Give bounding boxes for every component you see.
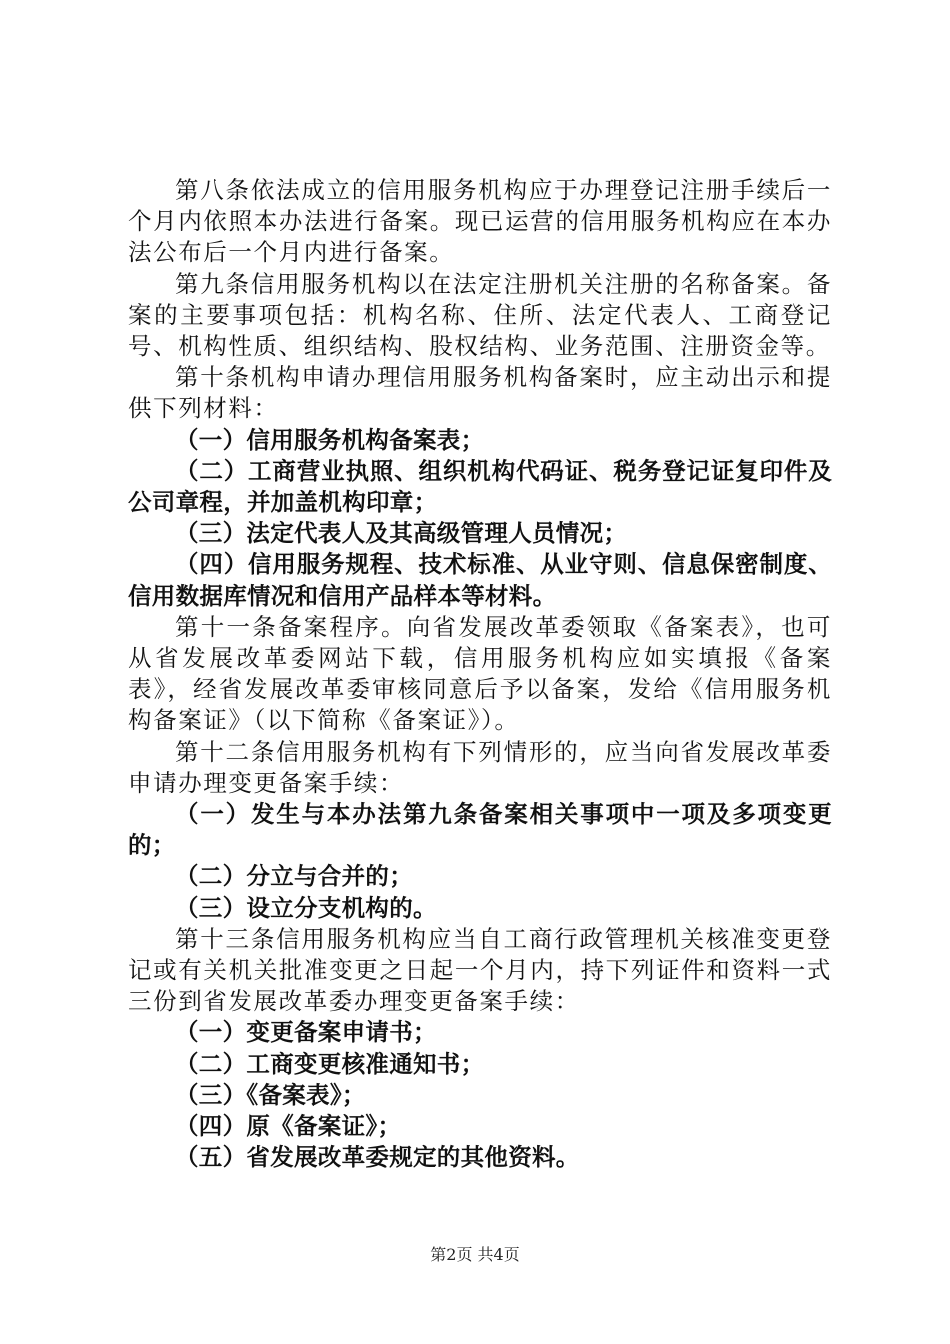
list-item-article-13-2: （二）工商变更核准通知书； (175, 1049, 485, 1078)
list-item-article-12-3: （三）设立分支机构的。 (175, 893, 437, 922)
list-item-article-10-1: （一）信用服务机构备案表； (175, 425, 485, 454)
document-body (128, 175, 832, 1174)
list-item-article-13-1: （一）变更备案申请书； (175, 1018, 437, 1047)
list-item-article-10-2: （二）工商营业执照、组织机构代码证、税务登记证复印件及公司章程，并加盖机构印章； (128, 456, 832, 517)
list-item-article-13-4: （四）原《备案证》； (175, 1112, 402, 1141)
paragraph-article-11: 第十一条备案程序。向省发展改革委领取《备案表》，也可从省发展改革委网站下载，信用服务机构应如实填报《备案表》，经省发展改革委审核同意后予以备案，发给《信用服务机构备案证》（以下简称《备案证》）。 (128, 612, 832, 735)
list-item-article-10-4: （四）信用服务规程、技术标准、从业守则、信息保密制度、信用数据库情况和信用产品样本等材料。 (128, 550, 832, 610)
list-item-article-13-3: （三）《备案表》； (175, 1080, 366, 1109)
paragraph-article-8: 第八条依法成立的信用服务机构应于办理登记注册手续后一个月内依照本办法进行备案。现已运营的信用服务机构应在本办法公布后一个月内进行备案。 (128, 176, 832, 267)
paragraph-article-12: 第十二条信用服务机构有下列情形的，应当向省发展改革委申请办理变更备案手续： (128, 737, 832, 797)
list-item-article-13-5: （五）省发展改革委规定的其他资料。 (175, 1143, 580, 1172)
paragraph-article-10: 第十条机构申请办理信用服务机构备案时，应主动出示和提供下列材料： (128, 363, 832, 423)
list-item-article-12-2: （二）分立与合并的； (175, 862, 413, 891)
paragraph-article-9: 第九条信用服务机构以在法定注册机关注册的名称备案。备案的主要事项包括：机构名称、住所、法定代表人、工商登记号、机构性质、组织结构、股权结构、业务范围、注册资金等。 (128, 269, 832, 361)
page-footer: 第2页 共4页 (430, 1245, 520, 1264)
paragraph-article-13: 第十三条信用服务机构应当自工商行政管理机关核准变更登记或有关机关批准变更之日起一个月内，持下列证件和资料一式三份到省发展改革委办理变更备案手续： (128, 924, 832, 1016)
list-item-article-10-3: （三）法定代表人及其高级管理人员情况； (175, 519, 628, 548)
list-item-article-12-1: （一）发生与本办法第九条备案相关事项中一项及多项变更的； (128, 800, 832, 860)
